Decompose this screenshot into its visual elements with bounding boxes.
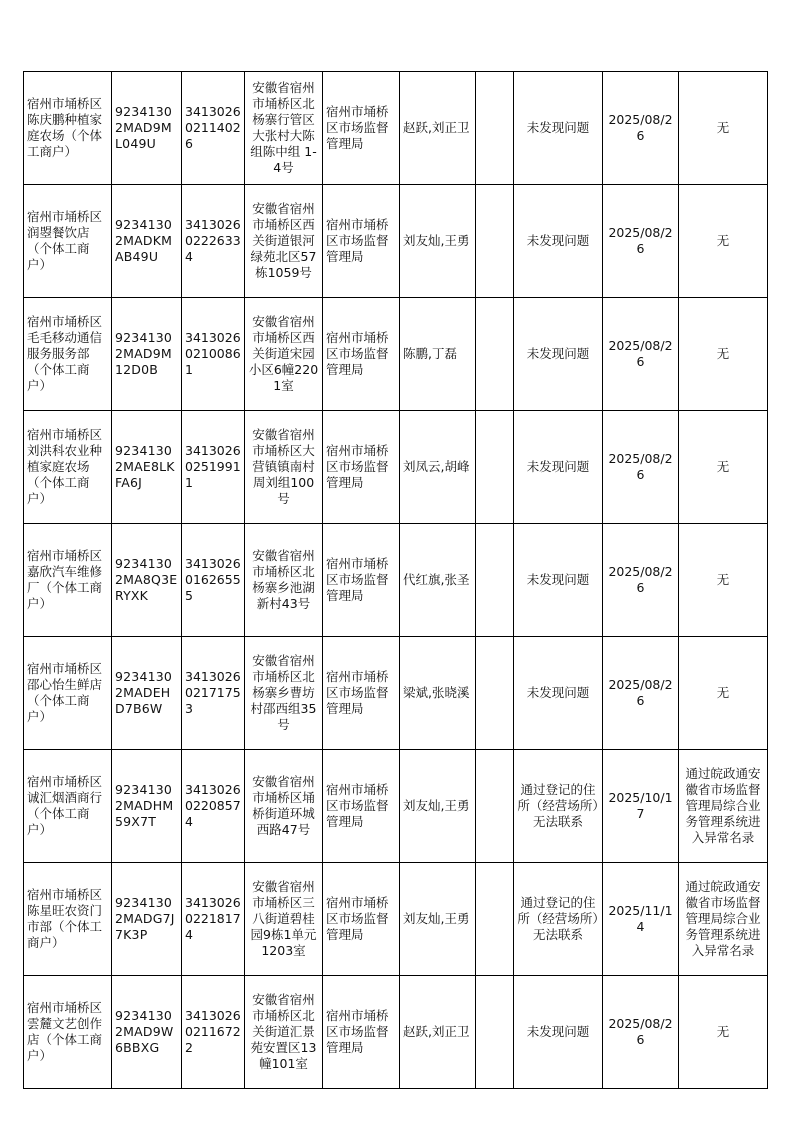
inspectors-cell: 代红旗,张圣 [400, 524, 476, 637]
business-name-cell: 宿州市埇桥区毛毛移动通信服务服务部（个体工商户） [24, 298, 112, 411]
business-name-cell: 宿州市埇桥区诚汇烟酒商行（个体工商户） [24, 750, 112, 863]
inspectors-cell: 刘友灿,王勇 [400, 863, 476, 976]
inspection-date-cell: 2025/08/26 [603, 72, 679, 185]
blank-cell [476, 524, 514, 637]
authority-cell: 宿州市埇桥区市场监督管理局 [323, 863, 400, 976]
registration-number-cell: 341302602226334 [182, 185, 245, 298]
credit-code-cell: 92341302MAD9ML049U [112, 72, 182, 185]
inspection-date-cell: 2025/11/14 [603, 863, 679, 976]
authority-cell: 宿州市埇桥区市场监督管理局 [323, 72, 400, 185]
authority-cell: 宿州市埇桥区市场监督管理局 [323, 750, 400, 863]
table-row [24, 750, 768, 863]
credit-code-cell: 92341302MADG7J7K3P [112, 863, 182, 976]
inspectors-cell: 刘友灿,王勇 [400, 750, 476, 863]
blank-cell [476, 72, 514, 185]
authority-cell: 宿州市埇桥区市场监督管理局 [323, 411, 400, 524]
inspection-result-cell: 未发现问题 [514, 298, 603, 411]
authority-cell: 宿州市埇桥区市场监督管理局 [323, 524, 400, 637]
action-taken-cell: 通过皖政通安徽省市场监督管理局综合业务管理系统进入异常名录 [679, 863, 768, 976]
business-name-cell: 宿州市埇桥区雲麓文艺创作店（个体工商户） [24, 976, 112, 1089]
inspection-date-cell: 2025/08/26 [603, 637, 679, 750]
inspection-result-cell: 未发现问题 [514, 976, 603, 1089]
blank-cell [476, 185, 514, 298]
inspectors-cell: 刘友灿,王勇 [400, 185, 476, 298]
table-row [24, 637, 768, 750]
blank-cell [476, 637, 514, 750]
registration-number-cell: 341302602116722 [182, 976, 245, 1089]
table-row [24, 185, 768, 298]
blank-cell [476, 976, 514, 1089]
credit-code-cell: 92341302MAD9W6BBXG [112, 976, 182, 1089]
credit-code-cell: 92341302MADEHD7B6W [112, 637, 182, 750]
inspectors-cell: 陈鹏,丁磊 [400, 298, 476, 411]
action-taken-cell: 无 [679, 524, 768, 637]
registration-number-cell: 341302602208574 [182, 750, 245, 863]
address-cell: 安徽省宿州市埇桥区西关街道宋园小区6幢2201室 [245, 298, 323, 411]
action-taken-cell: 无 [679, 637, 768, 750]
inspection-date-cell: 2025/08/26 [603, 524, 679, 637]
registration-number-cell: 341302602171753 [182, 637, 245, 750]
blank-cell [476, 863, 514, 976]
credit-code-cell: 92341302MAD9M12D0B [112, 298, 182, 411]
action-taken-cell: 无 [679, 411, 768, 524]
credit-code-cell: 92341302MADHM59X7T [112, 750, 182, 863]
authority-cell: 宿州市埇桥区市场监督管理局 [323, 637, 400, 750]
address-cell: 安徽省宿州市埇桥区三八街道碧桂园9栋1单元1203室 [245, 863, 323, 976]
action-taken-cell: 通过皖政通安徽省市场监督管理局综合业务管理系统进入异常名录 [679, 750, 768, 863]
table-row [24, 524, 768, 637]
inspection-result-cell: 未发现问题 [514, 411, 603, 524]
table-row [24, 298, 768, 411]
inspection-records-table [23, 71, 768, 1089]
registration-number-cell: 341302602519911 [182, 411, 245, 524]
address-cell: 安徽省宿州市埇桥区北杨寨乡曹坊村邵西组35号 [245, 637, 323, 750]
table-row [24, 411, 768, 524]
inspection-result-cell: 未发现问题 [514, 72, 603, 185]
business-name-cell: 宿州市埇桥区嘉欣汽车维修厂（个体工商户） [24, 524, 112, 637]
inspection-date-cell: 2025/10/17 [603, 750, 679, 863]
registration-number-cell: 341302602218174 [182, 863, 245, 976]
address-cell: 安徽省宿州市埇桥区北杨寨行管区大张村大陈组陈中组 1-4号 [245, 72, 323, 185]
action-taken-cell: 无 [679, 976, 768, 1089]
credit-code-cell: 92341302MADKMAB49U [112, 185, 182, 298]
blank-cell [476, 411, 514, 524]
address-cell: 安徽省宿州市埇桥区埇桥街道环城西路47号 [245, 750, 323, 863]
inspection-date-cell: 2025/08/26 [603, 976, 679, 1089]
action-taken-cell: 无 [679, 185, 768, 298]
address-cell: 安徽省宿州市埇桥区北关街道汇景苑安置区13幢101室 [245, 976, 323, 1089]
business-name-cell: 宿州市埇桥区刘洪科农业种植家庭农场（个体工商户） [24, 411, 112, 524]
inspection-result-cell: 通过登记的住所（经营场所）无法联系 [514, 863, 603, 976]
action-taken-cell: 无 [679, 298, 768, 411]
table-row [24, 976, 768, 1089]
inspectors-cell: 赵跃,刘正卫 [400, 976, 476, 1089]
credit-code-cell: 92341302MA8Q3ERYXK [112, 524, 182, 637]
blank-cell [476, 298, 514, 411]
inspection-result-cell: 通过登记的住所（经营场所）无法联系 [514, 750, 603, 863]
business-name-cell: 宿州市埇桥区陈星旺农资门市部（个体工商户） [24, 863, 112, 976]
inspectors-cell: 赵跃,刘正卫 [400, 72, 476, 185]
inspection-result-cell: 未发现问题 [514, 185, 603, 298]
inspection-date-cell: 2025/08/26 [603, 411, 679, 524]
authority-cell: 宿州市埇桥区市场监督管理局 [323, 185, 400, 298]
address-cell: 安徽省宿州市埇桥区西关街道银河绿苑北区57栋1059号 [245, 185, 323, 298]
inspection-date-cell: 2025/08/26 [603, 298, 679, 411]
inspectors-cell: 刘凤云,胡峰 [400, 411, 476, 524]
table-row [24, 72, 768, 185]
table-body [24, 72, 768, 1089]
action-taken-cell: 无 [679, 72, 768, 185]
credit-code-cell: 92341302MAE8LKFA6J [112, 411, 182, 524]
inspection-date-cell: 2025/08/26 [603, 185, 679, 298]
business-name-cell: 宿州市埇桥区邵心怡生鲜店（个体工商户） [24, 637, 112, 750]
business-name-cell: 宿州市埇桥区润曌餐饮店（个体工商户） [24, 185, 112, 298]
address-cell: 安徽省宿州市埇桥区大营镇镇南村周刘组100号 [245, 411, 323, 524]
registration-number-cell: 341302602100861 [182, 298, 245, 411]
business-name-cell: 宿州市埇桥区陈庆鹏种植家庭农场（个体工商户） [24, 72, 112, 185]
registration-number-cell: 341302602114026 [182, 72, 245, 185]
inspection-result-cell: 未发现问题 [514, 524, 603, 637]
registration-number-cell: 341302601626555 [182, 524, 245, 637]
authority-cell: 宿州市埇桥区市场监督管理局 [323, 976, 400, 1089]
table-row [24, 863, 768, 976]
address-cell: 安徽省宿州市埇桥区北杨寨乡池湖新村43号 [245, 524, 323, 637]
inspectors-cell: 梁斌,张晓溪 [400, 637, 476, 750]
authority-cell: 宿州市埇桥区市场监督管理局 [323, 298, 400, 411]
blank-cell [476, 750, 514, 863]
inspection-result-cell: 未发现问题 [514, 637, 603, 750]
